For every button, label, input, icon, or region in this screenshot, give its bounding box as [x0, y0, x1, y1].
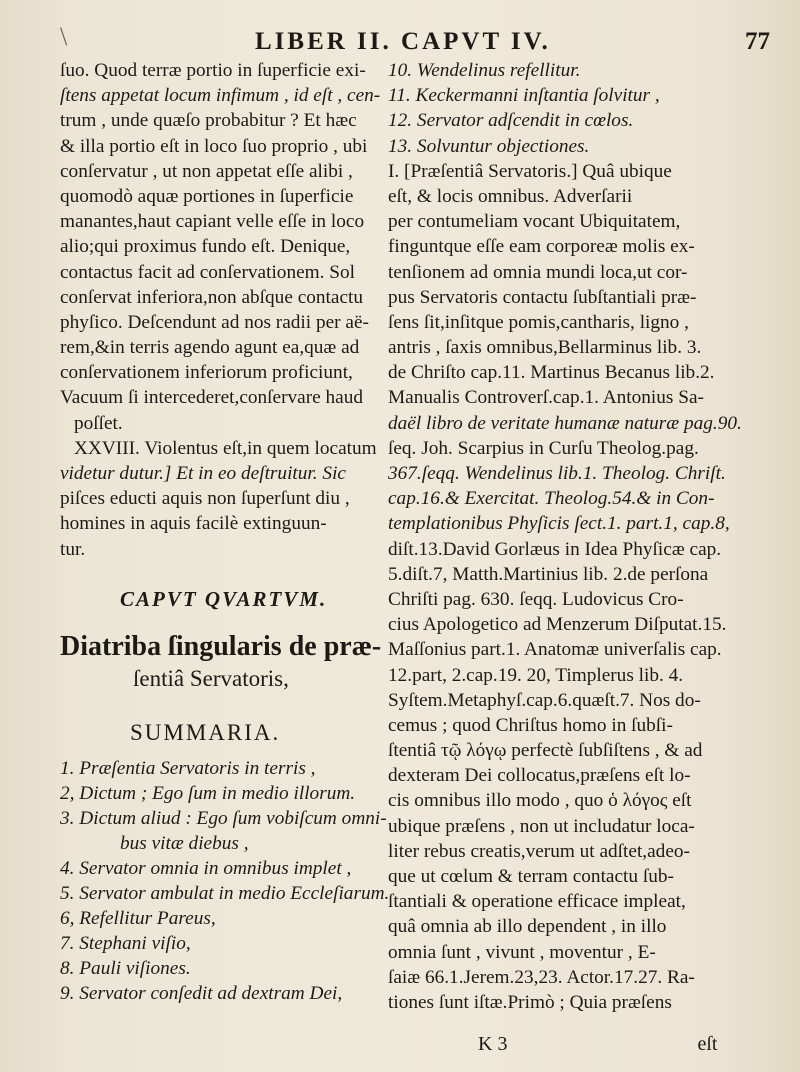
text-line: cemus ; quod Chriſtus homo in ſubſi- — [388, 714, 673, 736]
text-line: trum , unde quæſo probabitur ? Et hæc — [60, 110, 357, 132]
running-title: LIBER II. CAPVT IV. — [255, 28, 551, 55]
text-line: Syſtem.Metaphyſ.cap.6.quæſt.7. Nos do- — [388, 689, 701, 711]
text-line: ſtens appetat locum infimum , id eſt , cen- — [60, 85, 381, 107]
text-line: diſt.13.David Gorlæus in Idea Phyſicæ cap. — [388, 538, 722, 560]
text-line: ſens ſit,inſitque pomis,cantharis, ligno , — [388, 311, 689, 333]
text-line: & illa portio eſt in loco ſuo proprio , ubi — [60, 135, 368, 157]
text-line: cius Apologetico ad Menzerum Diſputat.15. — [388, 614, 727, 636]
text-line: cis omnibus illo modo , quo ὁ λόγος eſt — [388, 790, 692, 812]
text-line: contactus facit ad conſervationem. Sol — [60, 261, 356, 283]
summary-item: 9. Servator conſedit ad dextram Dei, — [60, 982, 343, 1004]
section-line: homines in aquis facilè extinguun- — [60, 513, 327, 535]
text-line: daël libro de veritate humanæ naturæ pag.90. — [388, 412, 742, 434]
summary-item: 7. Stephani viſio, — [60, 932, 191, 954]
diatriba-subtitle: ſentiâ Servatoris, — [133, 665, 289, 691]
text-line: Vacuum ſi intercederet,conſervare haud — [60, 387, 363, 409]
text-line: 12.part, 2.cap.19. 20, Timplerus lib. 4. — [388, 664, 684, 686]
text-line: poſſet. — [74, 412, 123, 434]
text-line: pus Servatoris contactu ſubſtantiali præ- — [388, 286, 697, 308]
section-line: tur. — [60, 538, 86, 560]
text-line: cap.16.& Exercitat. Theolog.54.& in Con- — [388, 488, 715, 510]
diatriba-title: Diatriba ſingularis de præ- — [60, 630, 382, 662]
right-column — [388, 58, 793, 1015]
summary-item: 6, Refellitur Pareus, — [60, 907, 216, 929]
catchword: eſt — [697, 1033, 718, 1055]
text-line: Maſſonius part.1. Anatomæ univerſalis cap. — [388, 639, 722, 661]
text-line: ſaiæ 66.1.Jerem.23,23. Actor.17.27. Ra- — [388, 966, 695, 988]
text-line: ſeq. Joh. Scarpius in Curſu Theolog.pag. — [388, 437, 699, 459]
text-line: dexteram Dei collocatus,præſens eſt lo- — [388, 765, 691, 787]
summaria-heading: SUMMARIA. — [130, 719, 281, 745]
section-line: videtur dutur.] Et in eo deſtruitur. Sic — [60, 463, 346, 484]
text-line: quâ omnia ab illo dependent , in illo — [388, 916, 667, 938]
catchline — [452, 1033, 717, 1056]
text-line: templationibus Phyſicis ſect.1. part.1, cap.8, — [388, 513, 730, 535]
text-line: ubique præſens , non ut includatur loca- — [388, 815, 695, 837]
text-line: Chriſti pag. 630. ſeqq. Ludovicus Cro- — [388, 588, 684, 610]
text-line: phyſico. Deſcendunt ad nos radii per aë- — [60, 311, 369, 333]
text-line: per contumeliam vocant Ubiquitatem, — [388, 211, 681, 233]
section-line: XXVIII. Violentus eſt,in quem locatum — [74, 437, 377, 459]
text-line: ſuo. Quod terræ portio in ſuperficie exi- — [60, 60, 366, 81]
text-line: ſtentiâ τῷ λόγῳ perfectè ſubſiſtens , & ad — [388, 740, 703, 762]
left-column — [60, 58, 390, 1006]
text-line: antris , ſaxis omnibus,Bellarminus lib. 3. — [388, 337, 702, 359]
text-line: omnia ſunt , vivunt , moventur , E- — [388, 941, 656, 963]
text-line: ſtantiali & operatione efficace impleat, — [388, 891, 686, 913]
section-line: piſces educti aquis non ſuperſunt diu , — [60, 488, 350, 510]
text-line: conſervatur , ut non appetat eſſe alibi , — [60, 160, 353, 182]
summary-item: 8. Pauli viſiones. — [60, 957, 191, 979]
summary-item: bus vitæ diebus , — [120, 832, 249, 854]
text-line: liter rebus creatis,verum ut adſtet,adeo- — [388, 840, 690, 862]
text-line: 12. Servator adſcendit in cœlos. — [388, 110, 634, 132]
text-line: conſervat inferiora,non abſque contactu — [60, 286, 364, 308]
text-line: Manualis Controverſ.cap.1. Antonius Sa- — [388, 387, 704, 409]
text-line: conſervationem inferiorum proficiunt, — [60, 362, 353, 384]
page-number: 77 — [745, 28, 770, 55]
text-line: rem,&in terris agendo agunt ea,quæ ad — [60, 337, 360, 359]
text-line: alio;qui proximus fundo eſt. Denique, — [60, 236, 351, 258]
header-mark: \ — [60, 22, 68, 51]
summary-item: 5. Servator ambulat in medio Eccleſiarum. — [60, 882, 390, 904]
text-line: 11. Keckermanni inſtantia ſolvitur , — [388, 85, 660, 107]
text-line: 13. Solvuntur objectiones. — [388, 135, 590, 157]
text-line: de Chriſto cap.11. Martinus Becanus lib.2. — [388, 362, 715, 384]
text-line: tiones ſunt iſtæ.Primò ; Quia præſens — [388, 991, 672, 1013]
text-line: I. [Præſentiâ Servatoris.] Quâ ubique — [388, 160, 672, 182]
text-line: que ut cœlum & terram contactu ſub- — [388, 866, 674, 887]
text-line: manantes,haut capiant velle eſſe in loco — [60, 211, 365, 233]
text-line: finguntque eſſe eam corporeæ molis ex- — [388, 236, 695, 258]
text-line: quomodò aquæ portiones in ſuperficie — [60, 185, 354, 207]
summary-item: 3. Dictum aliud : Ego ſum vobiſcum omni- — [60, 807, 387, 829]
text-line: eſt, & locis omnibus. Adverſarii — [388, 185, 633, 207]
text-line: tenſionem ad omnia mundi loca,ut cor- — [388, 261, 688, 283]
text-line: 5.diſt.7, Matth.Martinius lib. 2.de perſona — [388, 563, 709, 585]
text-line: 367.ſeqq. Wendelinus lib.1. Theolog. Chriſt. — [388, 463, 726, 484]
signature-mark: K 3 — [478, 1033, 508, 1055]
text-line: 10. Wendelinus refellitur. — [388, 60, 581, 81]
summary-item: 2, Dictum ; Ego ſum in medio illorum. — [60, 782, 356, 804]
chapter-heading: CAPVT QVARTVM. — [120, 586, 328, 611]
summary-item: 4. Servator omnia in omnibus implet , — [60, 857, 352, 879]
page-header — [60, 12, 800, 55]
summary-item: 1. Præſentia Servatoris in terris , — [60, 757, 316, 779]
